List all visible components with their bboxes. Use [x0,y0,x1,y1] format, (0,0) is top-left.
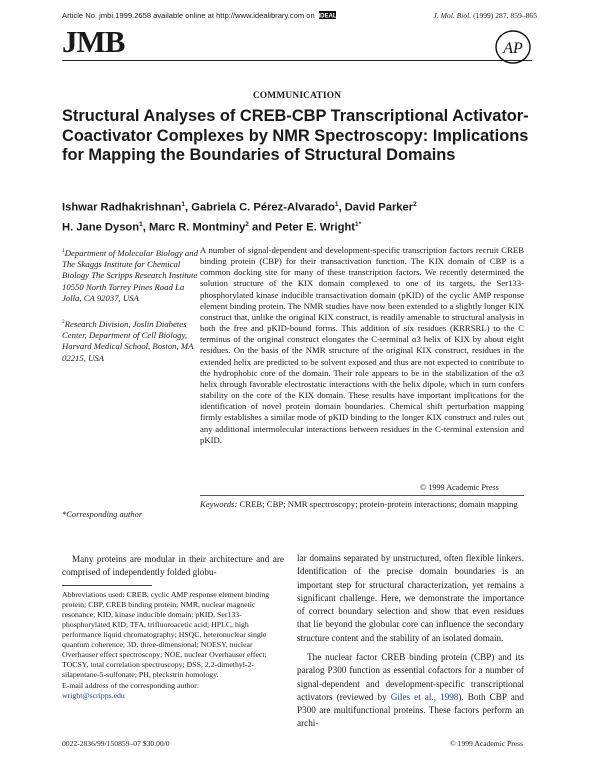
keywords [200,499,524,510]
author-name: Ishwar Radhakrishnan [62,201,182,214]
affiliation-text: Research Division, Joslin Diabetes Center, Department of Cell Biology, Harvard Medical School, Boston, MA 02215, USA [62,318,194,363]
author-name: , Gabriela C. Pérez-Alvarado [185,201,335,214]
footnote-rule [62,585,152,586]
footer-copyright: © 1999 Academic Press [450,739,524,748]
email-label: E-mail address of the corresponding author: [62,681,200,690]
affiliation-text: Department of Molecular Biology and The Skaggs Institute for Chemical Biology The Scripps Research Institute 10550 North Torrey Pines Road La Jolla, CA 92037, USA [62,247,198,304]
corresponding-author-note: *Corresponding author [62,509,143,519]
affiliation-2 [62,317,200,364]
journal-name: J. Mol. Biol. [433,11,472,20]
ideal-logo-text: IDEAL [318,13,336,19]
affiliation-mark: 2 [62,319,65,325]
ideal-library-logo [319,11,336,19]
author-affiliation-mark: 1 [139,220,143,228]
abstract: A number of signal-dependent and development-specific transcription factors recruit CREB binding protein (CBP) for their transactivation function. The KIX domain of CBP is a common docking site for many of these transcription factors. We recently determined the solution structure of the KIX domain complexed to one of its targets, the Ser133-phosphorylated kinase inducible transactivation domain (pKID) of the cyclic AMP response element binding protein. The NMR studies have now been extended to a slightly longer KIX construct that, unlike the original KIX construct, is readily amenable to structural analysis in both the free and pKID-bound forms. This addition of six residues (KRRSRL) to the C terminus of the original construct elongates the C-terminal α3 helix of KIX by about eight residues. On the basis of the NMR structure of the original KIX construct, residues in the extended helix are predicted to be solvent exposed and thus are not expected to contribute to the hydrophobic core of the domain. Their role appears to be in the stabilization of the α3 helix through favorable electrostatic interactions with the helix dipole, which in turn confers stability on the core of the KIX domain. These results have important implications for the identification of novel protein domain boundaries. Chemical shift perturbation mapping firmly establishes a similar mode of pKID binding to the longer KIX construct and rules out any additional intermolecular interactions between residues in the C-terminal extension and pKID. [200,245,524,445]
article-availability-text: Article No. jmbi.1999.2658 available online at http://www.idealibrary.com on [62,11,315,20]
author-name: and Peter E. Wright [248,221,356,234]
article-title: Structural Analyses of CREB-CBP Transcriptional Activator-Coactivator Complexes by NMR Spectroscopy: Implications for Mapping the Boundaries of Structural Domains [62,107,529,165]
abstract-copyright: © 1999 Academic Press [420,483,499,492]
keywords-label: Keywords: [200,499,238,509]
author-list [62,197,532,236]
header-rule [62,60,532,61]
email-footnote [62,681,284,701]
author-affiliation-mark: 1 [334,201,339,208]
author-name: , David Parker [338,201,414,214]
abstract-rule [200,495,524,496]
paragraph-text: The nuclear factor CREB binding protein (CBP) and its paralog P300 function as essential cofactors for a number of signal-dependent and development-specific transcriptional activators (reviewed by [297,652,524,702]
section-label: COMMUNICATION [252,91,342,101]
article-code: 0022-2836/99/150859–07 $30.00/0 [62,739,170,748]
affiliation-mark: 1 [62,248,65,254]
body-paragraph-right-2 [297,651,524,731]
author-affiliation-mark: 2 [413,201,417,208]
author-affiliation-mark: 1 [181,201,185,208]
author-name: , Marc R. Montminy [142,221,246,234]
citation-link[interactable]: Giles et al., 1998 [390,691,459,702]
abbreviations-footnote: Abbreviations used: CREB, cyclic AMP response element binding protein; CBP, CREB binding protein; NMR, nuclear magnetic resonance; KID, kinase inducible domain; pKID, Ser133-phosphorylated KID; TFA, trifluoroacetic acid; HPLC, high performance liquid chromatography; HSQC, heteronuclear single quantum coherence; 3D, three-dimensional; NOESY, nuclear Overhauser effect spectroscopy; NOE, nuclear Overhauser effect; TOCSY, total correlation spectroscopy; DSS, 2,2-dimethyl-2-silapentane-5-sulfonate; PH, pleckstrin homology. [62,590,270,679]
journal-logo: JMB [62,24,125,59]
journal-citation [433,11,537,20]
journal-volume-pages: (1999) 287, 859–865 [473,11,537,20]
author-affiliation-mark: 2 [245,220,249,228]
affiliation-1 [62,246,200,304]
ap-logo-text: AP [503,40,523,57]
academic-press-logo [493,28,533,66]
keywords-text: CREB; CBP; NMR spectroscopy; protein-protein interactions; domain mapping [239,499,518,509]
body-paragraph-right-1: lar domains separated by unstructured, often flexible linkers. Identification of the precise domain boundaries is an important step for structural characterization, yet remains a significant challenge. Here, we demonstrate the importance of correct boundary selection and show that even residues that lie beyond the globular core can influence the secondary structure content and the stability of an isolated domain. [297,553,524,643]
body-paragraph-left: Many proteins are modular in their architecture and are comprised of independently folded globu- [62,554,284,578]
article-availability-line [62,11,537,20]
author-name: H. Jane Dyson [62,221,140,234]
email-link[interactable]: wright@scripps.edu [62,691,125,700]
author-affiliation-mark: 1* [355,220,362,228]
paragraph-text: ). Both CBP and P300 are multifunctional proteins. These factors perform an archi- [297,691,524,729]
